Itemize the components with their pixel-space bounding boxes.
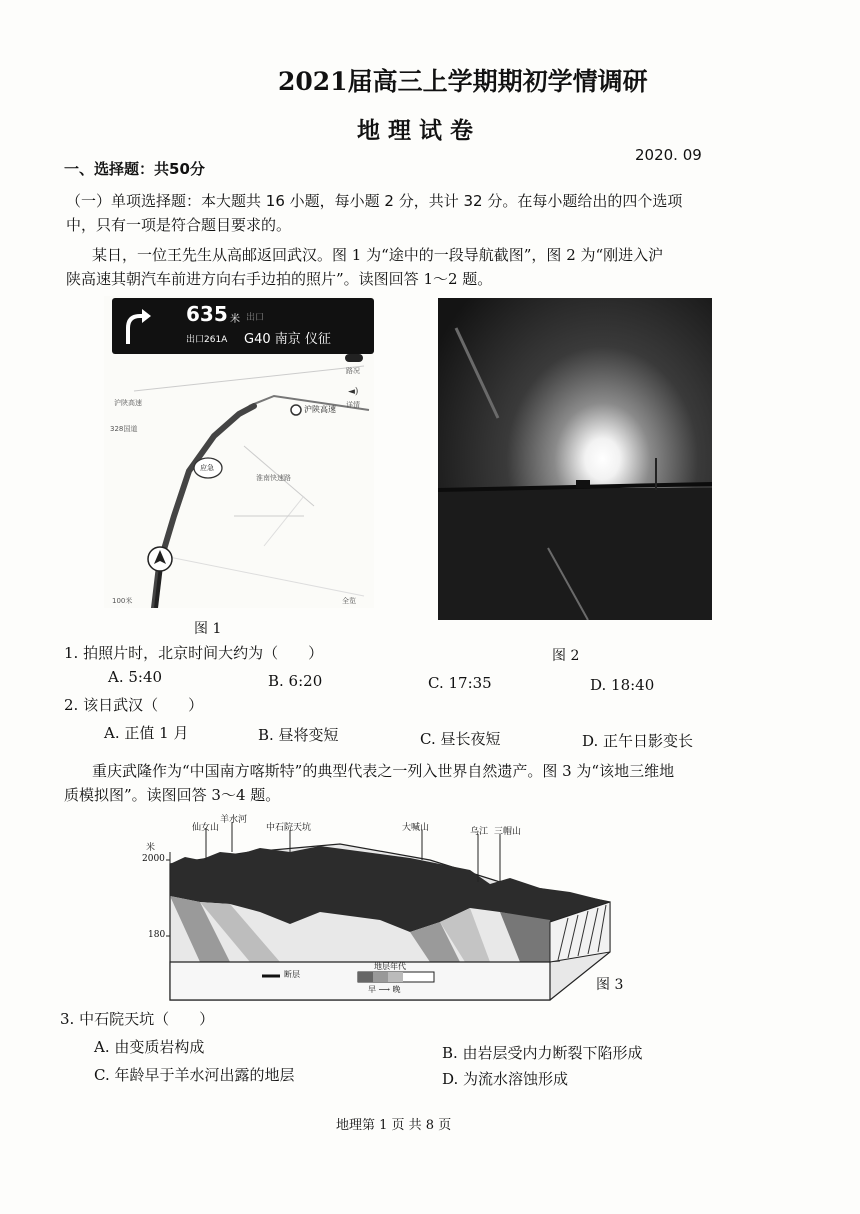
section-instruction-line1: （一）单项选择题：本大题共 16 小题，每小题 2 分，共计 32 分。在每小题给出的四个选项 (66, 192, 683, 210)
turn-right-arrow-icon (122, 306, 152, 346)
map-label: 328国道 (110, 425, 138, 433)
section-instruction-line2: 中，只有一项是符合题目要求的。 (66, 216, 292, 234)
svg-text:◄): ◄) (348, 387, 359, 397)
sunset-photo (438, 298, 712, 620)
page-footer: 地理第 1 页 共 8 页 (336, 1118, 452, 1133)
geology-block-drawing (140, 812, 620, 1002)
map-label: 应急 (200, 464, 214, 472)
map-control-traffic[interactable]: 路况 (346, 367, 360, 375)
figure2-caption: 图 2 (552, 648, 580, 664)
intro2-line1: 重庆武隆作为“中国南方喀斯特”的典型代表之一列入世界自然遗产。图 3 为“该地三维地 (92, 762, 675, 780)
q3-option-b: B. 由岩层受内力断裂下陷形成 (442, 1044, 643, 1062)
legend-fault: 断层 (284, 970, 300, 979)
q1-option-d: D. 18:40 (590, 676, 655, 694)
q2-option-d: D. 正午日影变长 (582, 732, 694, 750)
y-axis-unit: 米 (146, 843, 156, 853)
label-sanmaoshan: 三帽山 (494, 827, 522, 837)
label-yangshuihe: 羊水河 (220, 815, 248, 825)
intro1-line2: 陕高速其朝汽车前进方向右手边拍的照片”。读图回答 1～2 题。 (66, 270, 493, 288)
intro2-line2: 质模拟图”。读图回答 3～4 题。 (64, 786, 281, 804)
q2-stem: 2. 该日武汉（ ） (64, 696, 204, 714)
q1-option-b: B. 6:20 (268, 672, 323, 690)
q1-option-c: C. 17:35 (428, 674, 492, 692)
q2-option-c: C. 昼长夜短 (420, 730, 501, 748)
map-scale: 100米 (112, 597, 133, 605)
map-label: 淮南快速路 (256, 474, 291, 482)
nav-distance-unit: 米 (230, 314, 240, 325)
label-dahanshan: 大喊山 (402, 823, 430, 833)
legend-strata: 地层年代 (374, 962, 406, 971)
nav-exit: 出口261A (186, 335, 228, 345)
nav-route: G40 南京 仪征 (244, 332, 331, 347)
map-control-details[interactable]: 详情 (346, 401, 360, 409)
map-label: 沪陕高速 (114, 399, 142, 407)
label-zhongshiyuan-tiankeng: 中石院天坑 (266, 823, 312, 833)
nav-direction-sign (112, 298, 374, 354)
q3-stem: 3. 中石院天坑（ ） (60, 1010, 215, 1028)
figure3-caption: 图 3 (596, 977, 624, 993)
q3-option-a: A. 由变质岩构成 (94, 1038, 205, 1056)
figure3-geology-block (140, 812, 620, 1002)
figure2-photo (438, 298, 712, 620)
q2-option-b: B. 昼将变短 (258, 726, 339, 744)
map-control-overview[interactable]: 全览 (342, 597, 356, 605)
legend-order: 早 ⟶ 晚 (368, 985, 401, 994)
q1-stem: 1. 拍照片时，北京时间大约为（ ） (64, 644, 324, 662)
figure1-caption: 图 1 (194, 621, 222, 637)
exam-title: 2021届高三上学期期初学情调研 (278, 67, 648, 96)
q3-option-d: D. 为流水溶蚀形成 (442, 1070, 569, 1088)
nav-distance: 635 (186, 302, 228, 326)
exam-date: 2020. 09 (635, 146, 702, 164)
label-xiannvshan: 仙女山 (192, 823, 220, 833)
y-tick: 2000 (142, 854, 165, 864)
figure1-navigation-map (104, 296, 374, 608)
label-wujiang: 乌江 (470, 827, 489, 837)
map-label: 沪陕高速 (304, 405, 336, 414)
y-tick: 180 (148, 930, 166, 940)
section-heading: 一、选择题：共50分 (64, 160, 205, 178)
intro1-line1: 某日，一位王先生从高邮返回武汉。图 1 为“途中的一段导航截图”，图 2 为“刚进入沪 (92, 246, 664, 264)
q2-option-a: A. 正值 1 月 (104, 724, 189, 742)
exam-subtitle: 地 理 试 卷 (357, 117, 474, 144)
q1-option-a: A. 5:40 (108, 668, 163, 686)
q3-option-c: C. 年龄早于羊水河出露的地层 (94, 1066, 295, 1084)
nav-distance-extra: 出口 (246, 313, 265, 323)
